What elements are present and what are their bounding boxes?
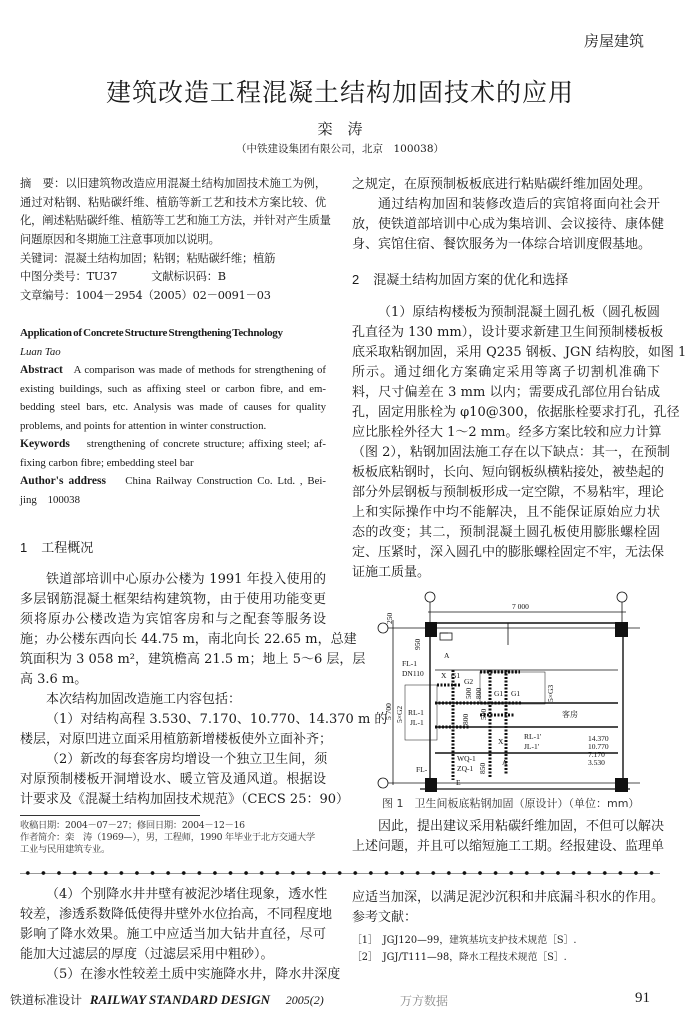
- abstract-line: bedding steel bars, etc. Analysis was made of causes for quality: [20, 401, 326, 413]
- fig-label: 5×G3: [546, 684, 555, 702]
- text-line: 施；办公楼东西向长 44.75 m，南北向长 22.65 m，总建: [20, 632, 357, 647]
- text-line: 放，使铁道部培训中心成为集培训、会议接待、康体健: [352, 217, 665, 232]
- elevation: 10.770: [588, 742, 609, 751]
- keywords-line: fixing carbon fibre; embedding steel bar: [20, 456, 194, 469]
- dim-label: 800: [474, 687, 483, 699]
- text-line: 应比胀栓外径大 1～2 mm。经多方案比较和应力计算: [352, 425, 662, 440]
- page-break-separator: [20, 870, 660, 876]
- abstract-line: A comparison was made of methods for strengthening of: [73, 364, 326, 376]
- text-line: 证施工质量。: [352, 565, 431, 580]
- english-author: Luan Tao: [20, 345, 61, 358]
- text-line: 计要求及《混凝土结构加固技术规范》（CECS 25：90）: [20, 792, 350, 807]
- english-abstract-first-line: [20, 361, 326, 380]
- text-line: 铁道部培训中心原办公楼为 1991 年投入使用的: [46, 572, 326, 587]
- text-line: 料，尺寸偏差在 3 mm 以内；需要成孔部位用台钻成: [352, 385, 660, 400]
- text-line: 态的改变；其二，预制混凝土圆孔板使用膨胀螺栓固: [352, 525, 660, 540]
- text-line: 因此，提出建议采用粘碳纤维加固，不但可以解决: [378, 819, 665, 834]
- text-line: 能加大过滤层的厚度（过滤层采用中粗砂）。: [20, 947, 274, 962]
- page-number: 91: [635, 990, 650, 1006]
- text-line: 所示。通过细化方案确定采用等离子切割机准确下: [352, 365, 660, 380]
- text-line: 定、压紧时，深入圆孔中的膨胀螺栓固定不牢，无法保: [352, 545, 665, 560]
- journal-name-cn: 铁道标准设计: [10, 993, 83, 1007]
- elevation: 7.170: [588, 750, 605, 759]
- axis-marker: [617, 592, 627, 602]
- text-line: ［2］ JGJ/T111—98，降水工程技术规范［S］.: [352, 952, 567, 963]
- fig-label: 5×G2: [395, 705, 404, 723]
- text-line: ［1］ JGJ120—99，建筑基坑支护技术规范［S］.: [352, 935, 577, 946]
- section-1-heading: [20, 538, 326, 558]
- bottom-right-body: [352, 888, 665, 908]
- dim-label: 5 700: [384, 703, 393, 720]
- text-line: （5）在渗水性较差土质中实施降水井，降水井深度: [46, 967, 341, 982]
- text-line: 影响了降水效果。施工中应适当加大钻井直径，尽可: [20, 927, 326, 942]
- watermark: 万方数据: [400, 994, 449, 1008]
- section-number: 1: [20, 540, 28, 555]
- figure-1-floor-plan: [340, 590, 680, 795]
- page-footer: [10, 991, 324, 1008]
- fig-label: WQ-1: [457, 754, 476, 763]
- classification-row: [20, 268, 326, 287]
- elevation: 14.370: [588, 734, 609, 743]
- column: [615, 778, 628, 792]
- text-line: 高 3.6 m。: [20, 672, 88, 687]
- fig-label: X: [441, 671, 447, 680]
- text-line: （4）个别降水井井壁有被泥沙堵住现象，透水性: [46, 887, 328, 902]
- column: [615, 622, 628, 637]
- dim-label: 500: [464, 687, 473, 699]
- text-line: 底采取粘钢加固，采用 Q235 钢板、JGN 结构胶，如图 1: [352, 345, 686, 360]
- text-line: 上述问题，并且可以缩短施工工期。经报建设、监理单: [352, 839, 665, 854]
- document-code: 文献标识码：B: [151, 270, 226, 284]
- text-line: 多层钢筋混凝土框架结构建筑物，由于使用功能变更: [20, 592, 326, 607]
- axis-marker: [425, 592, 435, 602]
- room-label: 客房: [562, 710, 578, 719]
- bottom-left-body: [20, 885, 341, 985]
- fig-label: RL-1': [524, 732, 542, 741]
- elevation: 3.530: [588, 758, 605, 767]
- abstract-line: existing buildings, such as affixing steel or carbon fibre, and em-: [20, 382, 326, 395]
- text-line: 部分外层钢板与预制板形成一定空隙，不易粘牢，理论: [352, 485, 665, 500]
- text-line: （2）新改的每套客房均增设一个独立卫生间，须: [46, 752, 328, 767]
- fig-label: G2: [464, 677, 474, 686]
- article-title: 建筑改造工程混凝土结构加固技术的应用: [105, 78, 574, 107]
- abstract-cn: [20, 175, 331, 306]
- keywords-en-first-line: [20, 435, 326, 454]
- right-column-intro: [352, 175, 665, 255]
- fig-label: G1: [494, 689, 504, 698]
- address-line: China Railway Construction Co. Ltd. , Bei-: [125, 475, 327, 487]
- text-line: 对原预制楼板开洞增设水、暖立管及通风道。根据设: [20, 772, 326, 787]
- axis-marker: [378, 778, 388, 788]
- text-line: 化，阐述粘贴碳纤维、植筋等工艺和施工方法，并针对产生质量: [20, 214, 331, 228]
- text-line: （1）对结构高程 3.530、7.170、10.770、14.370 m 的: [46, 712, 388, 727]
- fig-label: G1: [511, 689, 521, 698]
- journal-section-label: 房屋建筑: [583, 32, 644, 50]
- fig-label: ZQ-1: [457, 764, 474, 773]
- section-mark: A: [444, 651, 450, 660]
- pipe-label: FL-: [416, 765, 428, 774]
- dim-label: 250: [385, 612, 394, 624]
- fig-label: JL-1: [410, 718, 424, 727]
- author-name: 栾 涛: [317, 120, 363, 138]
- text-line: 孔，固定用胀栓为 φ10@300，依据胀栓要求打孔，孔径: [352, 405, 680, 420]
- author-affiliation: （中铁建设集团有限公司，北京 100038）: [235, 143, 445, 155]
- references-title: 参考文献：: [352, 910, 418, 925]
- abstract-en: [20, 324, 326, 509]
- pipe-label: DN110: [402, 669, 424, 678]
- dim-label: 500: [479, 708, 488, 720]
- abstract-line: problems, and points for attention in winter construction.: [20, 419, 267, 432]
- text-line: 筑面积为 3 058 m²，建筑檐高 21.5 m；地上 5～6 层，层: [20, 652, 366, 667]
- fig-label: G1: [451, 671, 461, 680]
- address-line: jing 100038: [20, 493, 80, 506]
- text-line: 之规定，在原预制板板底进行粘贴碳纤维加固处理。: [352, 177, 652, 192]
- right-column-after-figure: [352, 817, 665, 857]
- fig-label: E: [456, 778, 461, 787]
- references-heading: [352, 908, 660, 928]
- text-line: 上和实际操作中均不能解决，且不能保证原始应力状: [352, 505, 660, 520]
- dim-label: 800: [461, 713, 470, 725]
- dim-label: 950: [413, 638, 422, 650]
- section-number: 2: [352, 272, 360, 287]
- journal-name-en: RAILWAY STANDARD DESIGN: [89, 992, 270, 1007]
- english-title: Application of Concrete Structure Strengthening Technology: [20, 327, 283, 339]
- section-title: 混凝土结构加固方案的优化和选择: [373, 273, 569, 288]
- figure-1-caption: 图 1 卫生间板底粘钢加固（原设计）（单位：mm）: [382, 797, 640, 810]
- fig-label: X: [498, 737, 504, 746]
- text-line: 孔直径为 130 mm），设计要求新建卫生间预制楼板板: [352, 325, 664, 340]
- text-line: 楼层，对原凹进立面采用植筋新增楼板使外立面补齐；: [20, 732, 333, 747]
- section-2-heading: [352, 270, 660, 290]
- text-line: 身、宾馆住宿、餐饮服务为一体综合培训度假基地。: [352, 237, 652, 252]
- text-line: 较差，渗透系数降低使得井壁外水位抬高，不同程度地: [20, 907, 333, 922]
- footnotes: [20, 820, 326, 856]
- address-first-line: [20, 472, 326, 491]
- text-line: 通过结构加固和装修改造后的宾馆将面向社会开: [378, 197, 660, 212]
- text-line: 通过对粘钢、粘贴碳纤维、植筋等新工艺和技术方案比较、优: [20, 195, 326, 209]
- dim-label: 7 000: [512, 602, 529, 611]
- text-line: 须将原办公楼改造为宾馆客房和与之配套等服务设: [20, 612, 326, 627]
- section-title: 工程概况: [41, 541, 94, 556]
- text-line: （图 2），粘钢加固法施工存在以下缺点：其一，在预制: [352, 445, 670, 460]
- dim-label: 850: [478, 762, 487, 774]
- article-number: 文章编号：1004－2954（2005）02－0091－03: [20, 289, 271, 303]
- column: [425, 622, 437, 637]
- text-line: 应适当加深，以满足泥沙沉积和井底漏斗积水的作用。: [352, 890, 665, 905]
- keywords-label: Keywords: [20, 438, 70, 450]
- address-label: Author's address: [20, 475, 106, 487]
- text-line: 工业与民用建筑专业。: [20, 844, 110, 855]
- section-1-body: [20, 570, 388, 810]
- keywords-cn: 关键词：混凝土结构加固；粘钢；粘贴碳纤维；植筋: [20, 251, 276, 265]
- text-line: 作者简介：栾 涛（1969—），男，工程师，1990 年毕业于北方交通大学: [20, 832, 315, 843]
- column: [425, 778, 437, 792]
- pipe-label: FL-1: [402, 659, 417, 668]
- clc-number: 中图分类号：TU37: [20, 270, 118, 284]
- section-2-body: [352, 303, 686, 583]
- text-line: 板板底粘钢时，长向、短向钢板纵横粘接处，被垫起的: [352, 465, 665, 480]
- text-line: 本次结构加固改造施工内容包括：: [46, 692, 242, 707]
- fig-label: JL-1': [524, 742, 540, 751]
- references-list: [352, 932, 660, 966]
- text-line: （1）原结构楼板为预制混凝土圆孔板（圆孔板圆: [378, 305, 660, 320]
- fig-label: RL-1: [408, 708, 424, 717]
- text-line: 收稿日期：2004－07－27；修回日期：2004－12－16: [20, 820, 245, 831]
- text-line: 问题原因和冬期施工注意事项加以说明。: [20, 233, 220, 247]
- text-line: 摘 要：以旧建筑物改造应用混凝土结构加固技术施工为例，: [20, 177, 326, 190]
- abstract-label: Abstract: [20, 364, 63, 376]
- keywords-line: strengthening of concrete structure; affixing steel; af-: [86, 438, 326, 450]
- footnote-rule: [20, 815, 200, 816]
- section-mark: A: [502, 758, 508, 767]
- abstract-cn-lines: [20, 175, 331, 250]
- journal-issue: 2005(2): [285, 993, 324, 1007]
